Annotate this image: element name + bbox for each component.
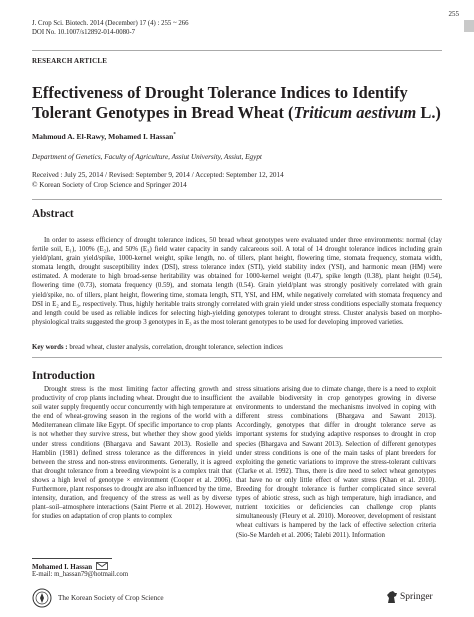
intro-left-column (32, 385, 232, 521)
abstract-heading: Abstract (32, 208, 74, 220)
abstract-body (32, 236, 442, 327)
article-history (32, 170, 284, 190)
affiliation: Department of Genetics, Faculty of Agriculture, Assiut University, Assiut, Egypt (32, 153, 262, 161)
intro-right-text: stress situations arising due to climate change, there is a need to exploit the available biodiversity in crop genotypes growing in diverse environments to understand the mechanisms involved in coping with different stress combinations (Bhargava and Sawant 2013). Accordingly, genotypes that differ in drought tolerance serve as important systems for studying adaptive responses to drought in crop species (Bhargava and Sawant 2013). Selection of different genotypes under stress conditions is one of the main tasks of plant breeders for exploiting the genetic variations to improve the stress-tolerant cultivars (Clarke et al. 1992). Thus, there is dire need to select wheat genotypes that have no or only little effect of water stress (Khan et al. 2010). Breeding for drought tolerance is further complicated since several types of abiotic stress, such as high temperature, high irradiance, and nutrient toxicities or deficiencies can challenge crop plants simultaneously (Fleury et al. 2010). Moreover, development of resistant wheat cultivars is hampered by the lack of effective selection criteria (Sio-Se Mardeh et al. 2006; Talebi 2011). Information (236, 386, 436, 539)
doi-line[interactable]: DOI No. 10.1007/s12892-014-0080-7 (32, 29, 136, 36)
copyright-line: © Korean Society of Crop Science and Springer 2014 (32, 181, 187, 189)
title-line-2-prefix: Tolerant Genotypes in Bread Wheat ( (32, 103, 294, 122)
author-names: Mahmoud A. El-Rawy, Mohamed I. Hassan (32, 132, 174, 141)
footnote-email[interactable]: E-mail: m_hassan79@hotmail.com (32, 571, 129, 578)
intro-right-column (236, 385, 436, 540)
title-line-2 (32, 103, 452, 123)
keywords-text: bread wheat, cluster analysis, correlation, drought tolerance, selection indices (67, 344, 283, 351)
keywords (32, 344, 442, 351)
footnote-author-name: Mohamed I. Hassan (32, 563, 93, 571)
footnote-rule (32, 558, 112, 559)
page-number: 255 (448, 10, 459, 18)
page-edge-strip (464, 20, 474, 32)
springer-horse-icon (386, 590, 398, 609)
abstract-bottom-rule (32, 357, 442, 358)
intro-left-text: Drought stress is the most limiting factor affecting growth and productivity of crop plants including wheat. Drought due to insufficient soil water supply frequently occur concurrently with high temperature at the end of wheat-growing season in the regions of the world with a Mediterranean climate like Egypt. Of specific importance to crop plants is not whether they survive stress, but whether they show good yields under stress conditions (Bhargava and Sawant 2013). Rosielle and Hamblin (1981) defined stress tolerance as the differences in yield between the stress and non-stress environments. Generally, it is agreed that drought tolerance from a breeding viewpoint is a complex trait that shows a high level of genotype × environment (Cooper et al. 2006). Furthermore, plant responses to drought are also influenced by the time, intensity, duration, and frequency of the stress as well as by diverse plant–soil–atmosphere interactions (Saint Pierre et al. 2012). However, for studies on adaptation of crop plants to complex (32, 386, 232, 521)
journal-header (32, 19, 189, 37)
society-name: The Korean Society of Crop Science (58, 594, 164, 602)
abstract-text: In order to assess efficiency of drought tolerance indices, 50 bread wheat genotypes were evaluated under three environments: normal (clay fertile soil, E₁), 100% (E₂), and 50% (E₃) field water capacity in sandy calcareous soil. A total of 14 drought tolerance indices including grain yield/plant, grain yield/spike, 1000-kernel weight, spike length, no. of tillers, plant height, flowering time, stomata frequency, stomata width, stomata length, drought susceptibility index (DSI), stress tolerance index (STI), yield stability index (YSI), and harmonic mean (HM) were estimated. A moderate to high broad-sense heritability was obtained for 1000-kernel weight (0.47), spike length (0.38), plant height (0.54), flowering time (0.73), stomata frequency (0.59), and stomata length (0.54). Grain yield/plant was strongly positively correlated with grain yield/spike, no. of tillers, plant height, flowering time, stomata length, STI, YSI, and HM, while negatively correlated with stomata frequency and DSI in E₂ and E₃, respectively. Thus, highly heritable traits strongly correlated with grain yield under stress conditions especially stomata frequency and length could be used as reliable indices for selecting high-yielding genotypes tolerant to drought stress. Cluster analysis based on morpho-physiological traits suggested the group 3 genotypes in E₃ as the most tolerant genotypes to be used for developing improved varieties. (32, 237, 442, 326)
article-type: RESEARCH ARTICLE (32, 57, 108, 65)
abstract-top-rule (32, 199, 442, 200)
title-species: Triticum aestivum (293, 103, 417, 122)
header-rule (32, 50, 442, 51)
society-emblem-icon (32, 588, 52, 613)
dates-line: Received : July 25, 2014 / Revised: September 9, 2014 / Accepted: September 12, 2014 (32, 171, 284, 179)
article-title (32, 83, 452, 123)
title-line-1: Effectiveness of Drought Tolerance Indices to Identify (32, 83, 408, 102)
title-line-2-suffix: L.) (416, 103, 441, 122)
introduction-heading: Introduction (32, 369, 95, 382)
keywords-label: Key words : (32, 344, 68, 351)
corresponding-mark: * (173, 132, 176, 138)
journal-citation: J. Crop Sci. Biotech. 2014 (December) 17 (4) : 255 ~ 266 (32, 20, 189, 27)
authors (32, 132, 176, 141)
publisher-name: Springer (400, 592, 433, 602)
